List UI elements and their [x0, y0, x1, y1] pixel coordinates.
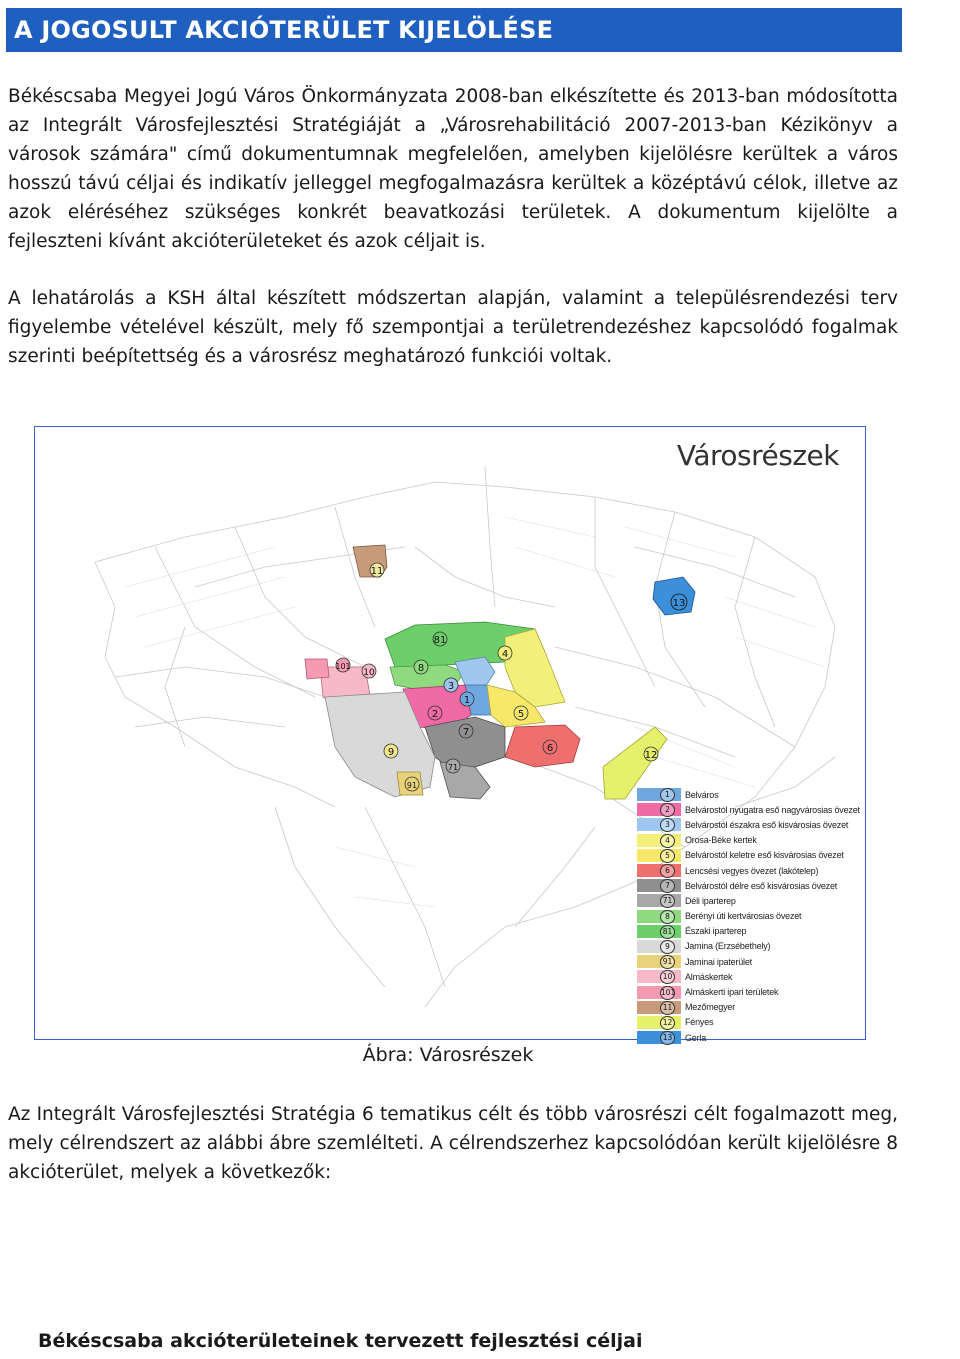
legend-swatch — [637, 834, 681, 847]
map-label-5-text: 5 — [517, 709, 525, 720]
legend-label: Almáskerti ipari területek — [685, 987, 779, 998]
legend-number: 12 — [660, 1016, 675, 1030]
legend-swatch — [637, 986, 681, 999]
map-label-91-text: 91 — [406, 781, 418, 790]
map-label-12-text: 12 — [644, 750, 658, 761]
legend-item — [637, 1015, 862, 1030]
legend-item — [637, 787, 862, 802]
legend-number: 8 — [660, 910, 675, 924]
legend-item — [637, 924, 862, 939]
legend-number: 2 — [660, 803, 675, 817]
map-label-13-text: 13 — [672, 598, 686, 609]
figure-caption: Ábra: Városrészek — [362, 1044, 534, 1066]
legend-item — [637, 893, 862, 908]
legend-label: Belvárostól délre eső kisvárosias övezet — [685, 880, 838, 891]
legend-item — [637, 802, 862, 817]
map-label-81-text: 81 — [433, 635, 447, 646]
map-label-2-text: 2 — [431, 709, 439, 720]
legend-item — [637, 1000, 862, 1015]
legend-item — [637, 939, 862, 954]
legend-swatch — [637, 940, 681, 953]
legend-label: Belvárostól északra eső kisvárosias övezet — [685, 819, 849, 830]
legend-item — [637, 833, 862, 848]
map-label-3-text: 3 — [447, 681, 455, 692]
legend-number: 7 — [660, 879, 675, 893]
header-bar — [6, 8, 902, 52]
legend-label: Jamina (Erzsébethely) — [685, 941, 771, 952]
legend-label: Fényes — [685, 1017, 714, 1028]
map-label-4-text: 4 — [501, 649, 509, 660]
legend-number: 81 — [660, 925, 675, 939]
legend-number: 9 — [660, 940, 675, 954]
legend-number: 101 — [660, 986, 675, 1000]
map-label-101-text: 101 — [335, 662, 351, 671]
map-label-1-text: 1 — [463, 695, 471, 706]
legend-label: Belvárostól nyugatra eső nagyvárosias övezet — [685, 804, 860, 815]
legend-item — [637, 909, 862, 924]
legend-swatch — [637, 925, 681, 938]
legend-number: 71 — [660, 894, 675, 908]
map-label-6-text: 6 — [546, 743, 554, 754]
method-paragraph: A lehatárolás a KSH által készített módszertan alapján, valamint a településrendezési terv figyelembe vételével készült, mely fő szempontjai a területrendezéshez kapcsolódó fogalmak szerinti beépítettség és a városrész meghatározó funkciói voltak. — [8, 288, 898, 367]
legend-label: Belvárostól keletre eső kisvárosias övezet — [685, 850, 844, 861]
legend-item — [637, 878, 862, 893]
page-title: A JOGOSULT AKCIÓTERÜLET KIJELÖLÉSE — [14, 16, 554, 44]
map-label-71-text: 71 — [447, 763, 459, 772]
legend-number: 10 — [660, 970, 675, 984]
map-label-11-text: 11 — [370, 566, 384, 577]
legend-swatch — [637, 803, 681, 816]
map-legend — [637, 787, 862, 1045]
legend-swatch — [637, 1031, 681, 1044]
map-label-10-text: 10 — [363, 668, 375, 678]
legend-swatch — [637, 910, 681, 923]
legend-swatch — [637, 788, 681, 801]
legend-swatch — [637, 864, 681, 877]
legend-swatch — [637, 970, 681, 983]
map-label-8-text: 8 — [417, 663, 425, 674]
legend-label: Orosa-Béke kertek — [685, 835, 757, 846]
legend-item — [637, 863, 862, 878]
legend-number: 1 — [660, 788, 675, 802]
legend-number: 11 — [660, 1001, 675, 1015]
legend-label: Gerla — [685, 1032, 707, 1043]
legend-swatch — [637, 1001, 681, 1014]
legend-item — [637, 969, 862, 984]
legend-label: Északi iparterep — [685, 926, 747, 937]
legend-item — [637, 984, 862, 999]
legend-swatch — [637, 894, 681, 907]
legend-item — [637, 954, 862, 969]
legend-item — [637, 1030, 862, 1045]
legend-swatch — [637, 849, 681, 862]
section-heading: Békéscsaba akcióterületeinek tervezett fejlesztési céljai — [38, 1330, 643, 1352]
legend-label: Mezőmegyer — [685, 1002, 736, 1013]
legend-item — [637, 817, 862, 832]
legend-item — [637, 848, 862, 863]
legend-number: 13 — [660, 1031, 675, 1045]
legend-swatch — [637, 955, 681, 968]
map-label-7-text: 7 — [462, 727, 470, 738]
figure-title: Városrészek — [676, 439, 839, 472]
map-figure — [34, 426, 866, 1043]
legend-number: 3 — [660, 818, 675, 832]
intro-paragraph: Békéscsaba Megyei Jogú Város Önkormányzata 2008-ban elkészítette és 2013-ban módosította az Integrált Városfejlesztési Stratégiáját a „Városrehabilitáció 2007-2013-ban Kézikönyv a városok számára" című dokumentumnak megfelelően, amelyben kijelölésre kerültek a város hosszú távú céljai és indikatív jelleggel megfogalmazásra kerültek a középtávú célok, illetve az azok eléréséhez szükséges konkrét beavatkozási területek. A dokumentum kijelölte a fejleszteni kívánt akcióterületeket és azok céljait is. — [8, 86, 898, 252]
legend-number: 6 — [660, 864, 675, 878]
legend-swatch — [637, 818, 681, 831]
legend-label: Almáskertek — [685, 971, 733, 982]
legend-number: 5 — [660, 849, 675, 863]
legend-number: 91 — [660, 955, 675, 969]
goals-paragraph: Az Integrált Városfejlesztési Stratégia 6 tematikus célt és több városrészi célt fogalmazott meg, mely célrendszert az alábbi ábre szemlélteti. A célrendszerhez kapcsolódóan került kijelölésre 8 akcióterület, melyek a következők: — [8, 1104, 898, 1183]
legend-label: Belváros — [685, 789, 719, 800]
legend-label: Berényi úti kertvárosias övezet — [685, 911, 802, 922]
legend-swatch — [637, 1016, 681, 1029]
legend-label: Jaminai ipaterület — [685, 956, 752, 967]
legend-label: Déli iparterep — [685, 895, 736, 906]
legend-label: Lencsési vegyes övezet (lakótelep) — [685, 865, 819, 876]
map-label-9-text: 9 — [387, 747, 395, 758]
legend-swatch — [637, 879, 681, 892]
legend-number: 4 — [660, 834, 675, 848]
